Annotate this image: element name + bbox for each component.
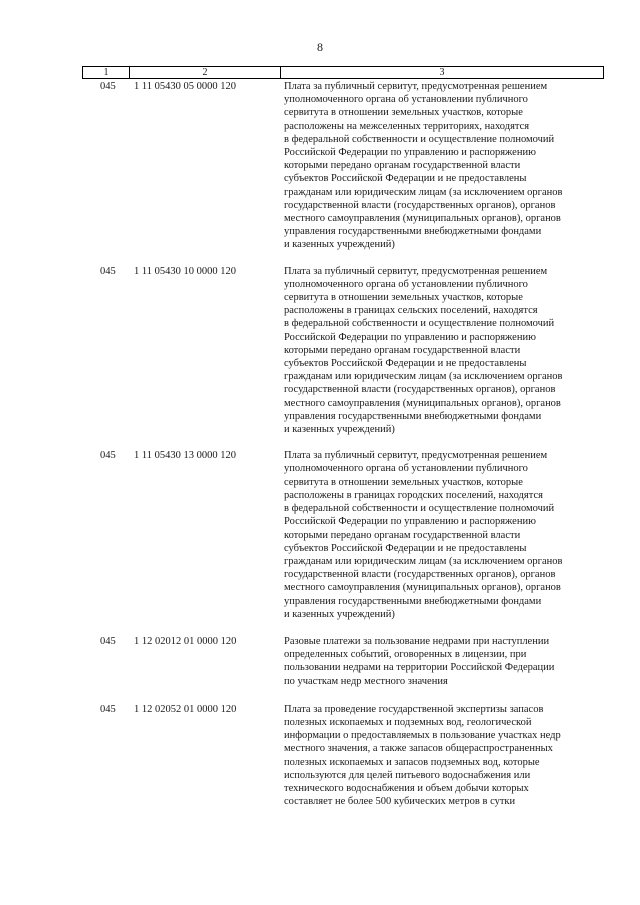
description-line: государственной власти (государственных органов), органов bbox=[284, 384, 556, 396]
description-line: управления государственными внебюджетными фондами bbox=[284, 410, 542, 422]
column-number-1: 1 bbox=[83, 67, 130, 78]
description-line: Разовые платежи за пользование недрами при наступлении bbox=[284, 635, 550, 647]
description-line: и казенных учреждений) bbox=[284, 608, 395, 620]
description-line: сервитута в отношении земельных участков, которые bbox=[284, 107, 523, 119]
column-number-3: 3 bbox=[439, 67, 445, 78]
description-line: полезных ископаемых и подземных вод, геологической bbox=[284, 716, 532, 728]
description-line: субъектов Российской Федерации и не предоставлены bbox=[284, 358, 527, 370]
description-line: составляет не более 500 кубических метров в сутки bbox=[284, 796, 516, 808]
administrator-code: 045 bbox=[100, 450, 116, 462]
description-line: технического водоснабжения и объем добычи которых bbox=[284, 782, 529, 794]
description-line: Российской Федерации по управлению и распоряжению bbox=[284, 147, 536, 159]
administrator-code: 045 bbox=[100, 265, 116, 277]
table-row bbox=[82, 635, 607, 688]
description-line: уполномоченного органа об установлении публичного bbox=[284, 463, 528, 475]
description-line: пользовании недрами на территории Российской Федерации bbox=[284, 662, 555, 674]
description-line: местного самоуправления (муниципальных органов), органов bbox=[284, 397, 561, 409]
description-line: используются для целей питьевого водоснабжения или bbox=[284, 769, 531, 781]
description-line: и казенных учреждений) bbox=[284, 239, 395, 251]
description-line: Плата за публичный сервитут, предусмотренная решением bbox=[284, 265, 548, 277]
description-line: государственной власти (государственных органов), органов bbox=[284, 199, 556, 211]
description-line: информации о предоставляемых в пользование участках недр bbox=[284, 730, 561, 742]
budget-classification-code: 1 11 05430 05 0000 120 bbox=[134, 81, 236, 92]
revenue-description bbox=[282, 635, 607, 688]
table-row bbox=[82, 265, 607, 437]
revenue-description bbox=[282, 265, 607, 437]
description-line: Плата за проведение государственной экспертизы запасов bbox=[284, 703, 544, 715]
description-line: уполномоченного органа об установлении публичного bbox=[284, 278, 528, 290]
description-line: в федеральной собственности и осуществление полномочий bbox=[284, 503, 555, 515]
description-line: по участкам недр местного значения bbox=[284, 675, 448, 687]
description-line: в федеральной собственности и осуществление полномочий bbox=[284, 133, 555, 145]
page-number: 8 bbox=[317, 40, 323, 54]
administrator-code: 045 bbox=[100, 635, 116, 647]
description-line: определенных событий, оговоренных в лицензии, при bbox=[284, 649, 527, 661]
description-line: сервитута в отношении земельных участков, которые bbox=[284, 292, 523, 304]
revenue-description bbox=[282, 703, 607, 809]
description-line: местного значения, а также запасов общераспространенных bbox=[284, 743, 553, 755]
description-line: которыми передано органам государственной власти bbox=[284, 529, 521, 541]
description-line: управления государственными внебюджетными фондами bbox=[284, 226, 542, 238]
table-column-header bbox=[82, 66, 604, 79]
administrator-code: 045 bbox=[100, 81, 116, 92]
table-row bbox=[82, 703, 607, 809]
column-number-2: 2 bbox=[130, 67, 281, 78]
description-line: субъектов Российской Федерации и не предоставлены bbox=[284, 542, 527, 554]
description-line: которыми передано органам государственной власти bbox=[284, 160, 521, 172]
table-body bbox=[82, 80, 607, 808]
description-line: государственной власти (государственных органов), органов bbox=[284, 569, 556, 581]
description-line: субъектов Российской Федерации и не предоставлены bbox=[284, 173, 527, 185]
description-line: расположены в границах городских поселений, находятся bbox=[284, 489, 543, 501]
description-line: Российской Федерации по управлению и распоряжению bbox=[284, 331, 536, 343]
description-line: и казенных учреждений) bbox=[284, 424, 395, 436]
description-line: местного самоуправления (муниципальных органов), органов bbox=[284, 582, 561, 594]
description-line: Плата за публичный сервитут, предусмотренная решением bbox=[284, 81, 548, 92]
description-line: полезных ископаемых и запасов подземных вод, которые bbox=[284, 756, 540, 768]
description-line: сервитута в отношении земельных участков, которые bbox=[284, 476, 523, 488]
description-line: Российской Федерации по управлению и распоряжению bbox=[284, 516, 536, 528]
description-line: управления государственными внебюджетными фондами bbox=[284, 595, 542, 607]
budget-classification-code: 1 12 02012 01 0000 120 bbox=[134, 635, 237, 647]
table-row bbox=[82, 80, 607, 252]
description-line: местного самоуправления (муниципальных органов), органов bbox=[284, 213, 561, 225]
budget-classification-code: 1 11 05430 13 0000 120 bbox=[134, 450, 236, 462]
description-line: расположены на межселенных территориях, находятся bbox=[284, 120, 530, 132]
administrator-code: 045 bbox=[100, 703, 116, 715]
description-line: которыми передано органам государственной власти bbox=[284, 344, 521, 356]
budget-classification-code: 1 11 05430 10 0000 120 bbox=[134, 265, 236, 277]
description-line: гражданам или юридическим лицам (за исключением органов bbox=[284, 186, 563, 198]
description-line: в федеральной собственности и осуществление полномочий bbox=[284, 318, 555, 330]
revenue-description bbox=[282, 80, 607, 252]
table-row bbox=[82, 449, 607, 621]
budget-classification-code: 1 12 02052 01 0000 120 bbox=[134, 703, 237, 715]
description-line: Плата за публичный сервитут, предусмотренная решением bbox=[284, 450, 548, 462]
description-line: гражданам или юридическим лицам (за исключением органов bbox=[284, 371, 563, 383]
description-line: уполномоченного органа об установлении публичного bbox=[284, 94, 528, 106]
revenue-description bbox=[282, 449, 607, 621]
description-line: расположены в границах сельских поселений, находятся bbox=[284, 305, 538, 317]
description-line: гражданам или юридическим лицам (за исключением органов bbox=[284, 555, 563, 567]
